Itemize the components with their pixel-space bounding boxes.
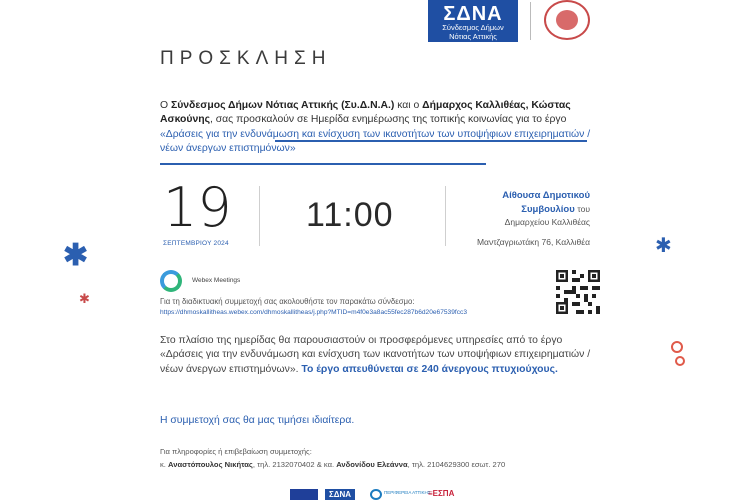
- event-day: 19: [163, 176, 232, 239]
- webex-link[interactable]: https://dhmoskallitheas.webex.com/dhmoskallitheas/j.php?MTID=m4f0e3a8ac55fec287b6d20e67539fcc3: [160, 309, 467, 316]
- divider: [259, 186, 260, 246]
- webex-label: Webex Meetings: [192, 277, 241, 284]
- sdna-logo: [428, 0, 518, 42]
- event-time: 11:00: [306, 196, 394, 234]
- decorative-asterisk-icon: ✱: [63, 239, 89, 272]
- logo-divider: [530, 2, 531, 40]
- project-underline: [275, 140, 587, 142]
- decorative-ring-icon: [671, 341, 683, 353]
- event-venue: Αίθουσα Δημοτικού Συμβουλίου του Δημαρχείου Καλλιθέας Μαντζαγριωτάκη 76, Καλλιθέα: [455, 190, 590, 248]
- divider: [445, 186, 446, 246]
- eu-flag-icon: [290, 489, 318, 500]
- event-month-year: ΣΕΠΤΕΜΒΡΙΟΥ 2024: [163, 240, 229, 247]
- decorative-ring-icon: [675, 356, 685, 366]
- info-heading: Για πληροφορίες ή επιβεβαίωση συμμετοχής:: [160, 447, 312, 456]
- page-title: ΠΡΟΣΚΛΗΣΗ: [160, 48, 332, 69]
- closing-line: Η συμμετοχή σας θα μας τιμήσει ιδιαίτερα.: [160, 415, 355, 426]
- qr-code-icon[interactable]: [556, 270, 600, 314]
- decorative-asterisk-icon: ✱: [655, 235, 672, 257]
- region-caption: ΠΕΡΙΦΕΡΕΙΑ ΑΤΤΙΚΗΣ: [384, 490, 431, 495]
- mayor-name: Δήμαρχος Καλλιθέας, Κώστας Ασκούνης: [160, 100, 571, 126]
- body-paragraph: Στο πλαίσιο της ημερίδας θα παρουσιαστούν οι προσφερόμενες υπηρεσίες από το έργο «Δράσεις για την ενδυνάμωση και ενίσχυση των ικανοτήτων των υποψήφιων επιχειρηματιών / νέων άνεργων επιστημόνων». Το έργο απευθύνεται σε 240 άνεργους πτυχιούχους.: [160, 335, 591, 375]
- org-name: Σύνδεσμος Δήμων Νότιας Αττικής (Συ.Δ.Ν.Α.): [170, 100, 395, 111]
- project-underline: [160, 163, 486, 165]
- kallithea-seal-logo: [544, 0, 590, 40]
- event-address: Μαντζαγριωτάκη 76, Καλλιθέα: [476, 236, 590, 247]
- logo-mark: ΣΔΝΑ: [443, 3, 503, 25]
- project-title: «Δράσεις για την ενδυνάμωση και ενίσχυση των ικανοτήτων των υποψήφιων επιχειρηματιών / νέων άνεργων επιστημόνων»: [160, 128, 591, 155]
- espa-logo: ≡ΕΣΠΑ: [428, 489, 455, 498]
- logo-caption: Σύνδεσμος Δήμων Νότιας Αττικής: [442, 23, 504, 41]
- webex-instructions: Για τη διαδικτυακή συμμετοχή σας ακολουθήστε τον παρακάτω σύνδεσμο:: [160, 297, 415, 306]
- region-logo-icon: [370, 489, 382, 500]
- target-highlight: Το έργο απευθύνεται σε 240 άνεργους πτυχιούχους.: [301, 363, 558, 375]
- contact-info: κ. Αναστόπουλος Νικήτας, τηλ. 2132070402 & κα. Ανδονίδου Ελεάννα, τηλ. 2104629300 εσωτ. 270: [160, 460, 506, 469]
- decorative-asterisk-icon: ✱: [79, 291, 90, 306]
- webex-icon: [160, 270, 182, 292]
- intro-paragraph: Ο Σύνδεσμος Δήμων Νότιας Αττικής (Συ.Δ.Ν.Α.) και ο Δήμαρχος Καλλιθέας, Κώστας Ασκούνης, σας προσκαλούν σε Ημερίδα ενημέρωσης της τοπικής κοινωνίας για το έργο «Δράσεις για την ενδυνάμωση και ενίσχυση των ικανοτήτων των υποψήφιων επιχειρηματιών / νέων άνεργων επιστημόνων»: [160, 100, 591, 155]
- footer-sdna-logo: ΣΔΝΑ: [325, 489, 355, 500]
